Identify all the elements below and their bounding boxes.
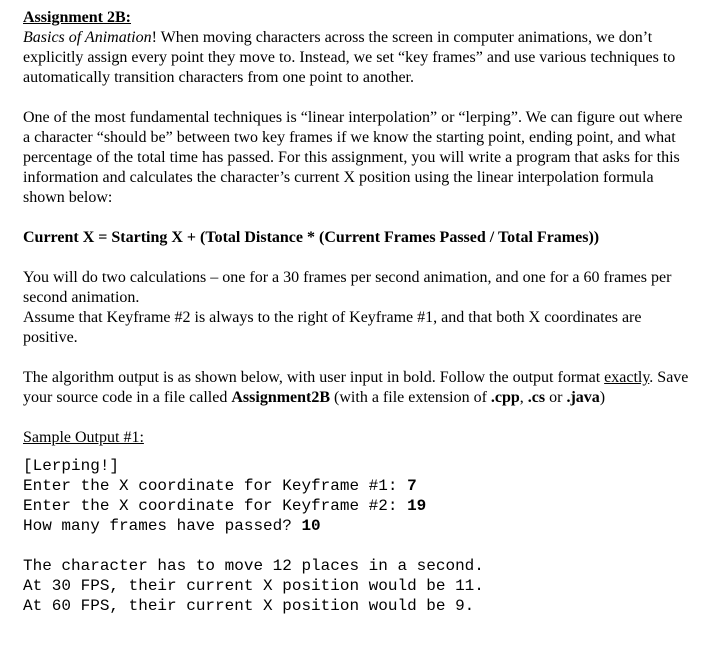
spacer [23,88,693,108]
spacer [23,536,693,556]
sample-user-input: 7 [407,477,417,495]
assumption-paragraph: Assume that Keyframe #2 is always to the right of Keyframe #1, and that both X coordinates are positive. [23,309,642,346]
sample-prompt: How many frames have passed? [23,517,302,535]
output-format-text: . Save your source code in a file called [23,369,689,406]
intro-text: ! When moving characters across the screen in computer animations, we don’t explicitly assign every point they move to. Instead, we set “key frames” and use various techniques to automatically transition characters from one point to another. [23,29,676,86]
sample-line-keyframe2 [23,496,693,516]
sample-user-input: 10 [301,517,321,535]
output-format-text: ) [599,389,606,406]
sample-result-30fps: At 30 FPS, their current X position would be 11. [23,577,484,595]
assignment-heading: Assignment 2B: [23,9,132,26]
output-format-text: , [519,389,528,406]
sample-output-block [23,456,693,616]
source-filename: Assignment2B [231,389,331,406]
intro-italic-lead: Basics of Animation [23,29,152,46]
exactly-emphasis: exactly [604,369,650,386]
assignment-document [23,8,693,616]
formula-line: Current X = Starting X + (Total Distance * (Current Frames Passed / Total Frames)) [23,229,600,246]
sample-output-heading: Sample Output #1: [23,429,144,446]
sample-result-distance: The character has to move 12 places in a second. [23,557,484,575]
output-format-text: or [545,389,567,406]
extension-cpp: .cpp [490,389,520,406]
output-format-text: (with a file extension of [330,389,491,406]
sample-line-title: [Lerping!] [23,457,120,475]
sample-prompt: Enter the X coordinate for Keyframe #1: [23,477,408,495]
sample-result-60fps: At 60 FPS, their current X position would be 9. [23,597,475,615]
sample-line-keyframe1 [23,476,693,496]
extension-java: .java [566,389,600,406]
intro-paragraph [23,28,693,88]
spacer [23,348,693,368]
spacer [23,208,693,228]
spacer [23,408,693,428]
calculations-paragraph: You will do two calculations – one for a 30 frames per second animation, and one for a 60 frames per second animation. [23,269,672,306]
output-format-text: The algorithm output is as shown below, with user input in bold. Follow the output format [23,369,605,386]
sample-user-input: 19 [407,497,427,515]
output-format-paragraph [23,368,693,408]
extension-cs: .cs [527,389,546,406]
sample-line-frames [23,516,693,536]
spacer [23,248,693,268]
sample-prompt: Enter the X coordinate for Keyframe #2: [23,497,408,515]
lerping-paragraph: One of the most fundamental techniques is “linear interpolation” or “lerping”. We can figure out where a character “should be” between two key frames if we know the starting point, ending point, and what percentage of the total time has passed. For this assignment, you will write a program that asks for this information and calculates the character’s current X position using the linear interpolation formula shown below: [23,109,683,206]
